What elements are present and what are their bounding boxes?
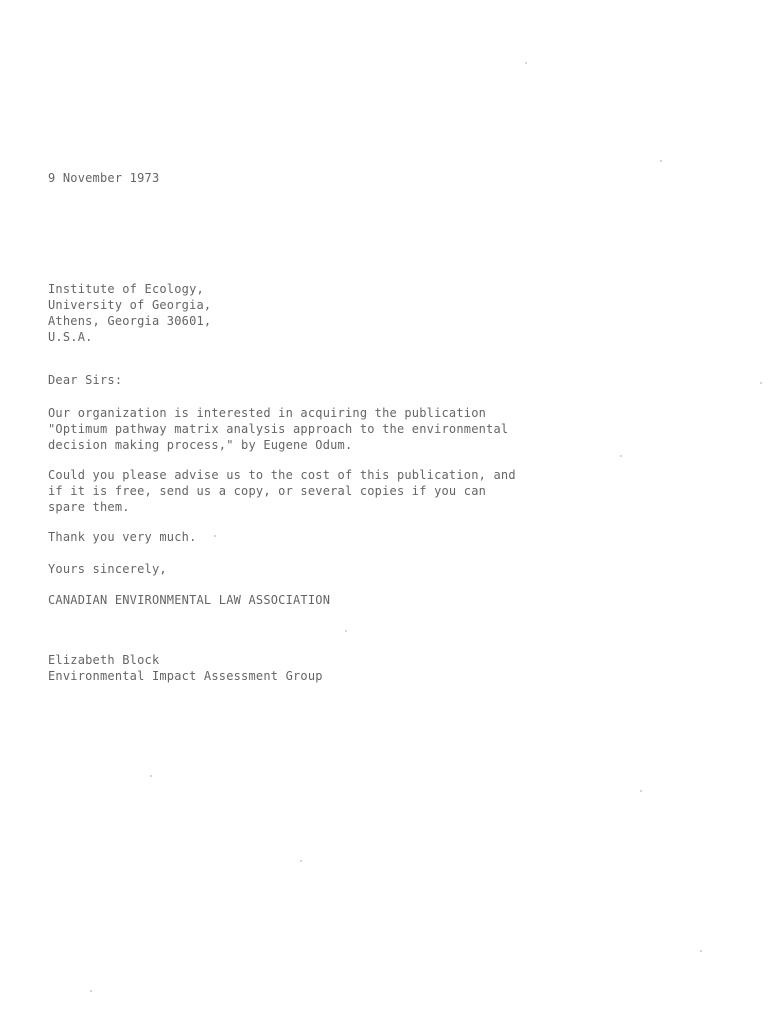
signatory-title: Environmental Impact Assessment Group	[48, 669, 323, 683]
signatory-name: Elizabeth Block	[48, 653, 160, 667]
scan-speck	[525, 62, 527, 64]
paragraph1-line-1: Our organization is interested in acquiring the publication	[48, 406, 487, 420]
scan-speck	[640, 790, 642, 792]
recipient-line-2: University of Georgia,	[48, 298, 212, 312]
scan-speck	[345, 630, 347, 632]
scan-speck	[300, 860, 302, 862]
scan-speck	[700, 950, 702, 952]
scan-speck	[620, 455, 622, 457]
scan-speck	[660, 160, 662, 162]
recipient-line-4: U.S.A.	[48, 330, 93, 344]
paragraph1-line-2: "Optimum pathway matrix analysis approach to the environmental	[48, 422, 509, 436]
letter-date: 9 November 1973	[48, 171, 160, 185]
scan-speck	[90, 990, 92, 992]
scan-speck	[150, 775, 152, 777]
organization-name: CANADIAN ENVIRONMENTAL LAW ASSOCIATION	[48, 593, 331, 607]
scan-speck	[760, 382, 762, 384]
thanks-line: Thank you very much.	[48, 530, 197, 544]
recipient-line-1: Institute of Ecology,	[48, 282, 204, 296]
paragraph1-line-3: decision making process," by Eugene Odum.	[48, 438, 353, 452]
paragraph2-line-1: Could you please advise us to the cost of this publication, and	[48, 468, 516, 482]
paragraph2-line-2: if it is free, send us a copy, or several copies if you can	[48, 484, 487, 498]
scan-speck	[214, 535, 216, 537]
closing-line: Yours sincerely,	[48, 562, 167, 576]
salutation: Dear Sirs:	[48, 373, 123, 387]
paragraph2-line-3: spare them.	[48, 500, 130, 514]
recipient-line-3: Athens, Georgia 30601,	[48, 314, 212, 328]
